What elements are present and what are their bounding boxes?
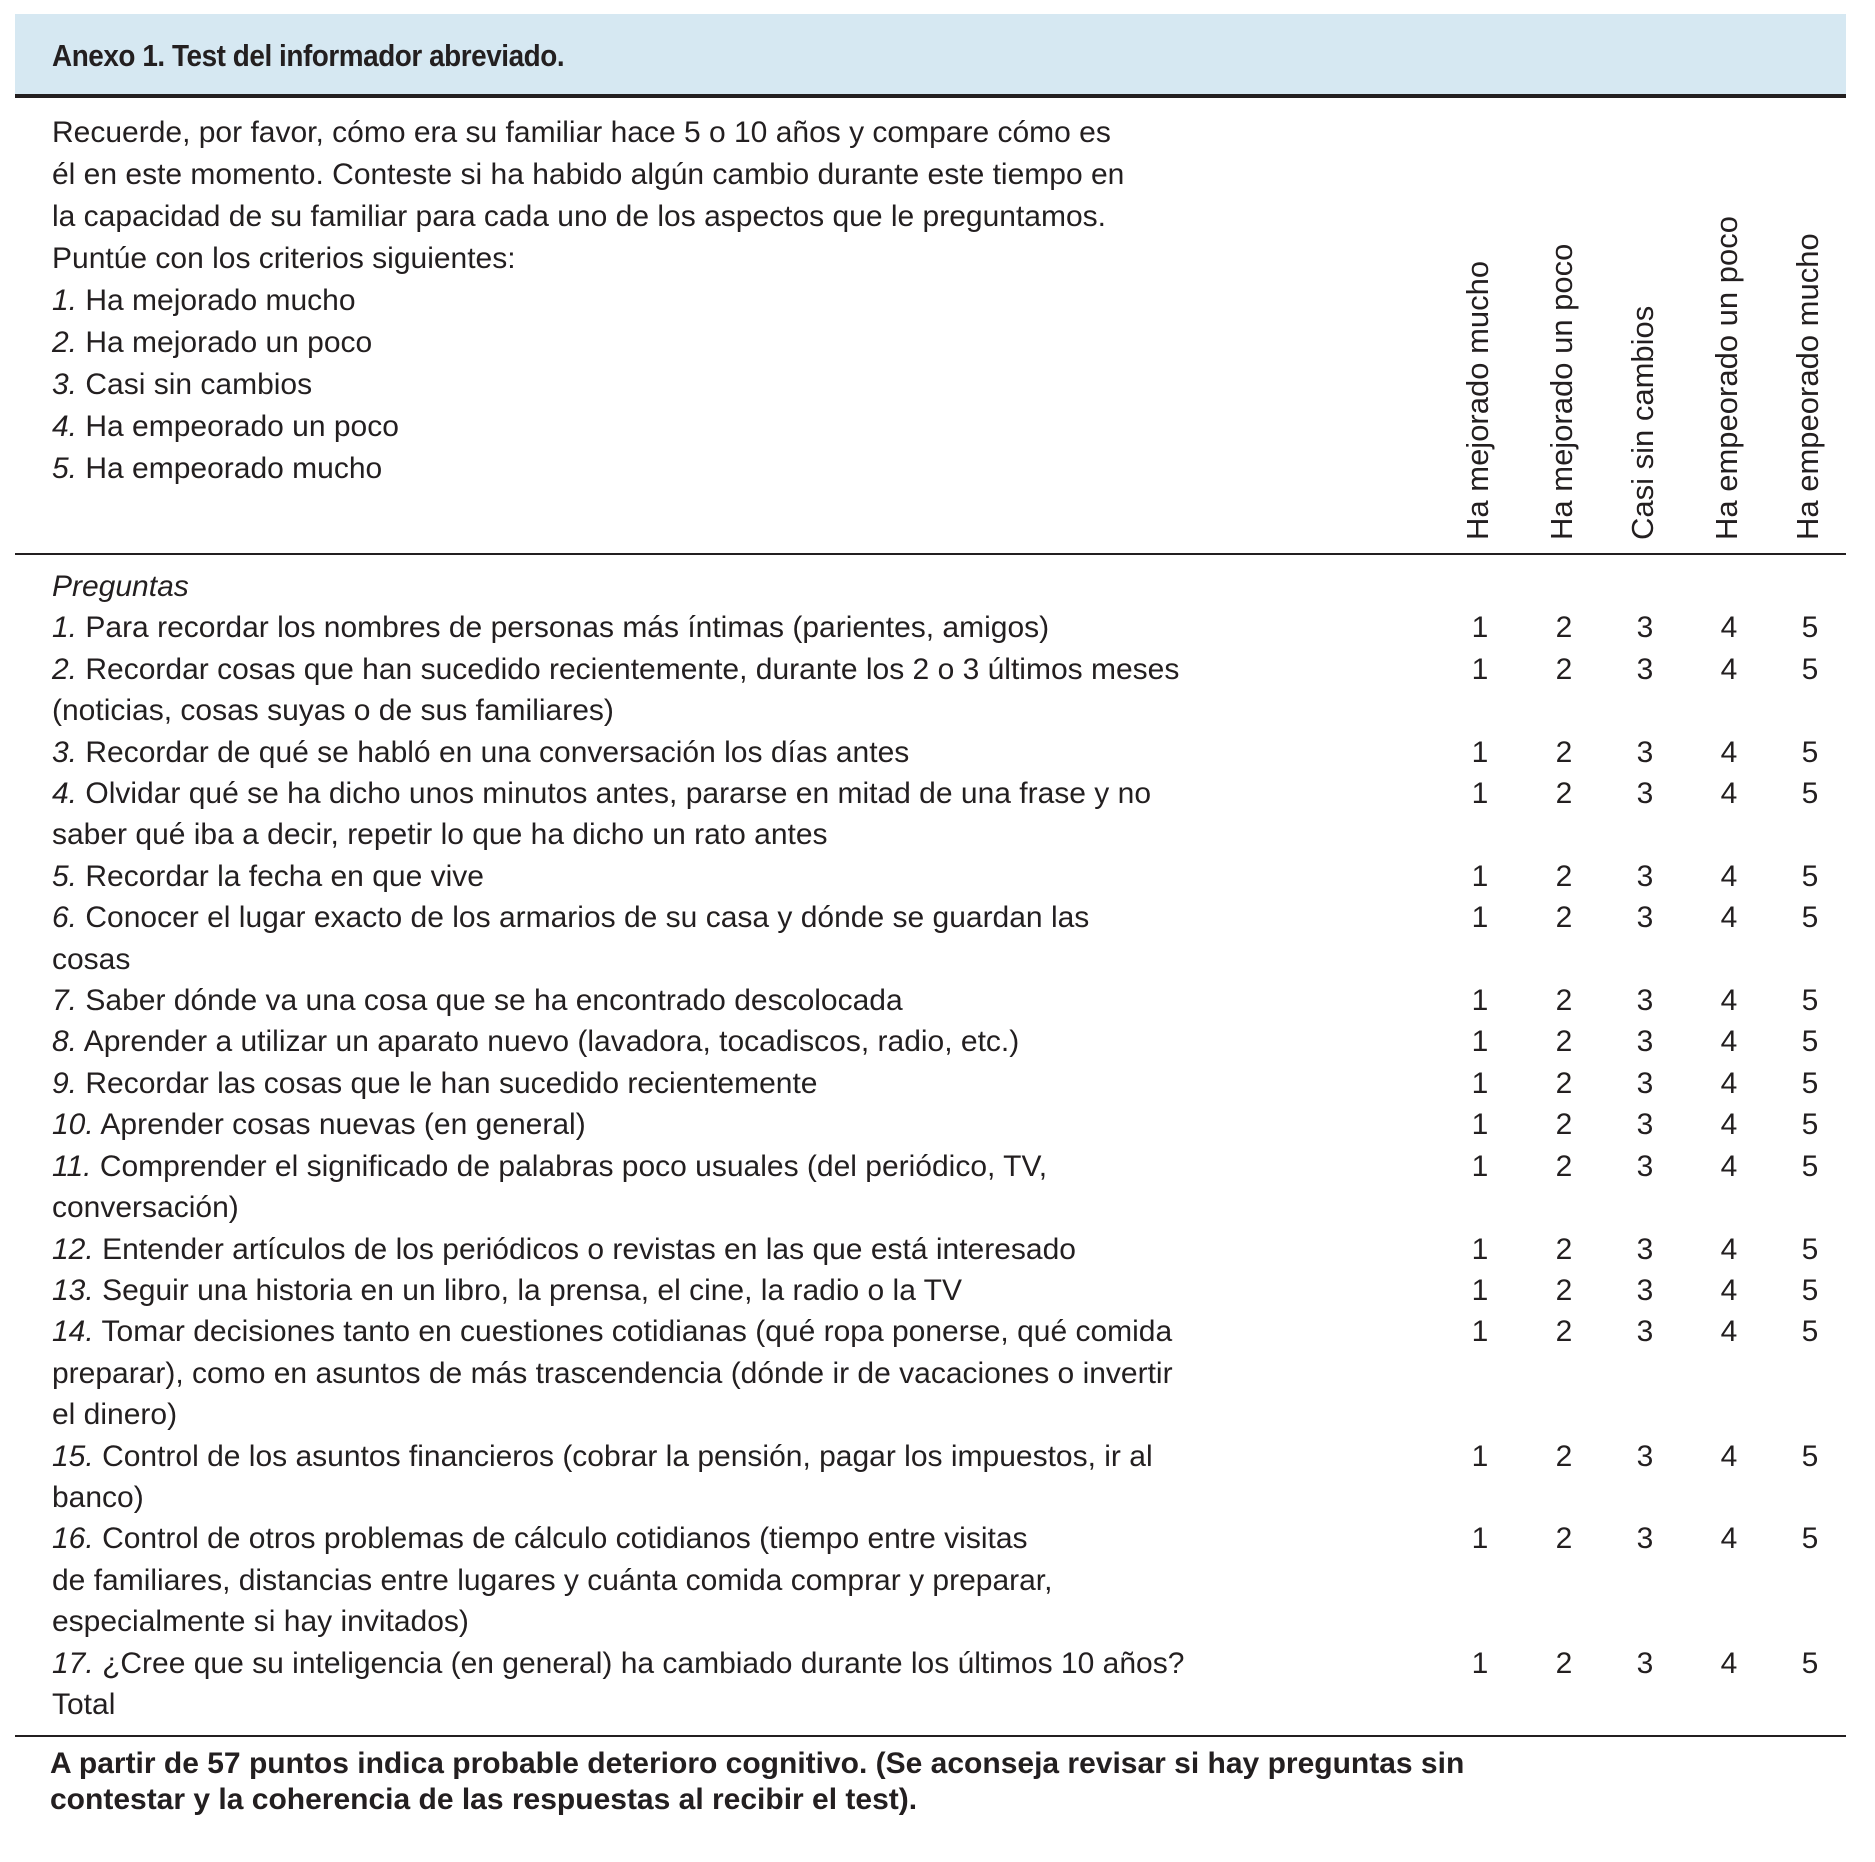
score-option-5[interactable]: 5 bbox=[1801, 1149, 1819, 1183]
criterion-2: 2. Ha mejorado un poco bbox=[52, 326, 373, 359]
score-option-3[interactable]: 3 bbox=[1636, 984, 1654, 1018]
score-option-3[interactable]: 3 bbox=[1636, 735, 1654, 769]
question-number: 16. bbox=[52, 1522, 94, 1556]
question-row bbox=[52, 980, 1862, 1021]
question-text bbox=[52, 1643, 1422, 1684]
question-text bbox=[52, 1270, 1422, 1311]
score-option-5[interactable]: 5 bbox=[1801, 611, 1819, 645]
column-header-4: Ha empeorado un poco bbox=[1709, 215, 1744, 540]
question-line: cosas bbox=[52, 942, 131, 976]
score-option-5[interactable]: 5 bbox=[1801, 1646, 1819, 1680]
question-text bbox=[52, 1021, 1422, 1062]
question-number: 13. bbox=[52, 1273, 94, 1307]
score-option-1[interactable]: 1 bbox=[1471, 1025, 1489, 1059]
question-line: 3. Recordar de qué se habló en una conversación los días antes bbox=[52, 735, 910, 769]
question-number: 9. bbox=[52, 1066, 78, 1100]
question-row bbox=[52, 607, 1862, 648]
score-option-4[interactable]: 4 bbox=[1720, 1149, 1738, 1183]
question-row bbox=[52, 732, 1862, 773]
score-options bbox=[1442, 1436, 1862, 1477]
score-options bbox=[1442, 1146, 1862, 1187]
score-option-3[interactable]: 3 bbox=[1636, 1315, 1654, 1349]
score-option-1[interactable]: 1 bbox=[1471, 1108, 1489, 1142]
criterion-1: 1. Ha mejorado mucho bbox=[52, 284, 356, 317]
score-option-5[interactable]: 5 bbox=[1801, 1232, 1819, 1266]
question-number: 8. bbox=[52, 1025, 78, 1059]
question-text bbox=[52, 1104, 1422, 1145]
score-option-5[interactable]: 5 bbox=[1801, 1025, 1819, 1059]
score-option-2[interactable]: 2 bbox=[1555, 1315, 1573, 1349]
score-option-4[interactable]: 4 bbox=[1720, 859, 1738, 893]
question-row bbox=[52, 1146, 1862, 1229]
score-option-1[interactable]: 1 bbox=[1471, 1439, 1489, 1473]
score-option-4[interactable]: 4 bbox=[1720, 984, 1738, 1018]
score-option-3[interactable]: 3 bbox=[1636, 1646, 1654, 1680]
score-option-4[interactable]: 4 bbox=[1720, 1315, 1738, 1349]
score-option-2[interactable]: 2 bbox=[1555, 1439, 1573, 1473]
question-number: 2. bbox=[52, 652, 78, 686]
score-options bbox=[1442, 607, 1862, 648]
question-line: 17. ¿Cree que su inteligencia (en general) ha cambiado durante los últimos 10 años? bbox=[52, 1646, 1185, 1680]
question-line: saber qué iba a decir, repetir lo que ha dicho un rato antes bbox=[52, 818, 828, 852]
question-text bbox=[52, 732, 1422, 773]
question-row bbox=[52, 897, 1862, 980]
instruction-line: la capacidad de su familiar para cada uno de los aspectos que le preguntamos. bbox=[52, 200, 1106, 233]
score-option-5[interactable]: 5 bbox=[1801, 652, 1819, 686]
question-text bbox=[52, 607, 1422, 648]
question-number: 5. bbox=[52, 859, 78, 893]
footer-divider bbox=[15, 1735, 1846, 1737]
score-option-2[interactable]: 2 bbox=[1555, 652, 1573, 686]
score-options bbox=[1442, 1063, 1862, 1104]
score-option-1[interactable]: 1 bbox=[1471, 777, 1489, 811]
score-option-1[interactable]: 1 bbox=[1471, 1232, 1489, 1266]
instruction-line: Recuerde, por favor, cómo era su familiar hace 5 o 10 años y compare cómo es bbox=[52, 116, 1111, 149]
score-option-4[interactable]: 4 bbox=[1720, 735, 1738, 769]
question-number: 1. bbox=[52, 611, 78, 645]
score-option-2[interactable]: 2 bbox=[1555, 1232, 1573, 1266]
score-option-3[interactable]: 3 bbox=[1636, 1066, 1654, 1100]
question-line: 10. Aprender cosas nuevas (en general) bbox=[52, 1108, 586, 1142]
score-option-5[interactable]: 5 bbox=[1801, 1108, 1819, 1142]
question-text bbox=[52, 1436, 1422, 1519]
question-text bbox=[52, 773, 1422, 856]
score-option-2[interactable]: 2 bbox=[1555, 901, 1573, 935]
score-options bbox=[1442, 1311, 1862, 1352]
score-option-4[interactable]: 4 bbox=[1720, 1025, 1738, 1059]
score-option-3[interactable]: 3 bbox=[1636, 859, 1654, 893]
score-option-2[interactable]: 2 bbox=[1555, 1108, 1573, 1142]
question-line: 16. Control de otros problemas de cálculo cotidianos (tiempo entre visitas bbox=[52, 1522, 1028, 1556]
question-text bbox=[52, 897, 1422, 980]
score-option-4[interactable]: 4 bbox=[1720, 652, 1738, 686]
question-text bbox=[52, 980, 1422, 1021]
score-option-3[interactable]: 3 bbox=[1636, 1439, 1654, 1473]
question-line: 5. Recordar la fecha en que vive bbox=[52, 859, 484, 893]
question-text bbox=[52, 1063, 1422, 1104]
question-row bbox=[52, 1518, 1862, 1642]
question-row bbox=[52, 1436, 1862, 1519]
score-option-5[interactable]: 5 bbox=[1801, 735, 1819, 769]
score-option-5[interactable]: 5 bbox=[1801, 1273, 1819, 1307]
score-option-4[interactable]: 4 bbox=[1720, 1232, 1738, 1266]
score-option-1[interactable]: 1 bbox=[1471, 1522, 1489, 1556]
instructions bbox=[52, 112, 1352, 490]
question-line: el dinero) bbox=[52, 1398, 178, 1432]
score-option-3[interactable]: 3 bbox=[1636, 1273, 1654, 1307]
score-options bbox=[1442, 856, 1862, 897]
score-option-5[interactable]: 5 bbox=[1801, 777, 1819, 811]
score-option-3[interactable]: 3 bbox=[1636, 1522, 1654, 1556]
criterion-5: 5. Ha empeorado mucho bbox=[52, 452, 383, 485]
question-row bbox=[52, 856, 1862, 897]
score-option-2[interactable]: 2 bbox=[1555, 735, 1573, 769]
question-line: 13. Seguir una historia en un libro, la prensa, el cine, la radio o la TV bbox=[52, 1273, 963, 1307]
question-number: 6. bbox=[52, 901, 78, 935]
score-option-2[interactable]: 2 bbox=[1555, 984, 1573, 1018]
column-headers bbox=[1440, 110, 1860, 540]
score-option-1[interactable]: 1 bbox=[1471, 1066, 1489, 1100]
score-option-1[interactable]: 1 bbox=[1471, 859, 1489, 893]
question-row bbox=[52, 1104, 1862, 1145]
score-option-3[interactable]: 3 bbox=[1636, 1232, 1654, 1266]
columns-divider bbox=[15, 553, 1846, 555]
score-option-1[interactable]: 1 bbox=[1471, 901, 1489, 935]
score-option-5[interactable]: 5 bbox=[1801, 984, 1819, 1018]
column-header-1: Ha mejorado mucho bbox=[1460, 260, 1495, 540]
question-line: 8. Aprender a utilizar un aparato nuevo (lavadora, tocadiscos, radio, etc.) bbox=[52, 1025, 1020, 1059]
score-option-5[interactable]: 5 bbox=[1801, 859, 1819, 893]
question-line: banco) bbox=[52, 1480, 144, 1514]
question-number: 12. bbox=[52, 1232, 94, 1266]
question-number: 17. bbox=[52, 1646, 94, 1680]
question-line: de familiares, distancias entre lugares y cuánta comida comprar y preparar, bbox=[52, 1563, 1053, 1597]
question-text bbox=[52, 1518, 1422, 1642]
question-line: 4. Olvidar qué se ha dicho unos minutos antes, pararse en mitad de una frase y no bbox=[52, 777, 1152, 811]
question-line: (noticias, cosas suyas o de sus familiares) bbox=[52, 694, 614, 728]
criterion-3: 3. Casi sin cambios bbox=[52, 368, 313, 401]
score-option-5[interactable]: 5 bbox=[1801, 1315, 1819, 1349]
footer-note bbox=[50, 1746, 1830, 1818]
question-row bbox=[52, 773, 1862, 856]
score-options bbox=[1442, 1021, 1862, 1062]
question-row bbox=[52, 1311, 1862, 1435]
question-line: preparar), como en asuntos de más trascendencia (dónde ir de vacaciones o invertir bbox=[52, 1356, 1173, 1390]
score-options bbox=[1442, 732, 1862, 773]
column-header-5: Ha empeorado mucho bbox=[1790, 233, 1825, 540]
score-option-3[interactable]: 3 bbox=[1636, 901, 1654, 935]
instruction-line: Puntúe con los criterios siguientes: bbox=[52, 242, 516, 275]
question-line: 12. Entender artículos de los periódicos o revistas en las que está interesado bbox=[52, 1232, 1076, 1266]
score-option-2[interactable]: 2 bbox=[1555, 1149, 1573, 1183]
question-row bbox=[52, 1063, 1862, 1104]
score-option-1[interactable]: 1 bbox=[1471, 1149, 1489, 1183]
question-line: especialmente si hay invitados) bbox=[52, 1605, 469, 1639]
questions-list bbox=[52, 566, 1862, 1725]
question-line: 2. Recordar cosas que han sucedido recientemente, durante los 2 o 3 últimos meses bbox=[52, 652, 1180, 686]
score-option-2[interactable]: 2 bbox=[1555, 1522, 1573, 1556]
question-number: 3. bbox=[52, 735, 78, 769]
annex-title-band bbox=[15, 14, 1846, 96]
score-options bbox=[1442, 1104, 1862, 1145]
score-options bbox=[1442, 1518, 1862, 1559]
question-line: 9. Recordar las cosas que le han sucedido recientemente bbox=[52, 1066, 818, 1100]
score-option-3[interactable]: 3 bbox=[1636, 777, 1654, 811]
question-line: conversación) bbox=[52, 1191, 239, 1225]
total-label: Total bbox=[52, 1687, 116, 1721]
score-option-1[interactable]: 1 bbox=[1471, 611, 1489, 645]
question-text bbox=[52, 1311, 1422, 1435]
score-options bbox=[1442, 1270, 1862, 1311]
score-option-2[interactable]: 2 bbox=[1555, 859, 1573, 893]
question-row bbox=[52, 1021, 1862, 1062]
score-option-3[interactable]: 3 bbox=[1636, 1108, 1654, 1142]
score-option-4[interactable]: 4 bbox=[1720, 1439, 1738, 1473]
question-line: 14. Tomar decisiones tanto en cuestiones cotidianas (qué ropa ponerse, qué comida bbox=[52, 1315, 1173, 1349]
score-option-1[interactable]: 1 bbox=[1471, 735, 1489, 769]
question-number: 4. bbox=[52, 777, 78, 811]
question-text bbox=[52, 1146, 1422, 1229]
score-options bbox=[1442, 649, 1862, 690]
question-line: 6. Conocer el lugar exacto de los armarios de su casa y dónde se guardan las bbox=[52, 901, 1090, 935]
footer-line: A partir de 57 puntos indica probable deterioro cognitivo. (Se aconseja revisar si hay preguntas sin bbox=[50, 1747, 1465, 1780]
score-option-5[interactable]: 5 bbox=[1801, 1439, 1819, 1473]
score-option-2[interactable]: 2 bbox=[1555, 1646, 1573, 1680]
score-option-4[interactable]: 4 bbox=[1720, 1066, 1738, 1100]
question-line: 15. Control de los asuntos financieros (cobrar la pensión, pagar los impuestos, ir al bbox=[52, 1439, 1153, 1473]
score-option-4[interactable]: 4 bbox=[1720, 1646, 1738, 1680]
question-line: 1. Para recordar los nombres de personas más íntimas (parientes, amigos) bbox=[52, 611, 1050, 645]
header-divider bbox=[15, 96, 1846, 98]
question-number: 10. bbox=[52, 1108, 94, 1142]
score-option-2[interactable]: 2 bbox=[1555, 777, 1573, 811]
score-options bbox=[1442, 1643, 1862, 1684]
question-row bbox=[52, 1270, 1862, 1311]
score-option-1[interactable]: 1 bbox=[1471, 652, 1489, 686]
score-option-5[interactable]: 5 bbox=[1801, 1522, 1819, 1556]
score-option-4[interactable]: 4 bbox=[1720, 1108, 1738, 1142]
question-line: 11. Comprender el significado de palabras poco usuales (del periódico, TV, bbox=[52, 1149, 1048, 1183]
score-option-4[interactable]: 4 bbox=[1720, 777, 1738, 811]
score-options bbox=[1442, 1229, 1862, 1270]
question-text bbox=[52, 649, 1422, 732]
score-option-2[interactable]: 2 bbox=[1555, 611, 1573, 645]
score-option-1[interactable]: 1 bbox=[1471, 1646, 1489, 1680]
question-row bbox=[52, 1229, 1862, 1270]
score-option-4[interactable]: 4 bbox=[1720, 611, 1738, 645]
score-option-2[interactable]: 2 bbox=[1555, 1066, 1573, 1100]
question-number: 11. bbox=[52, 1149, 92, 1183]
questions-heading: Preguntas bbox=[52, 570, 189, 603]
criterion-4: 4. Ha empeorado un poco bbox=[52, 410, 399, 443]
score-options bbox=[1442, 980, 1862, 1021]
question-row bbox=[52, 649, 1862, 732]
annex-title: Anexo 1. Test del informador abreviado. bbox=[52, 38, 565, 73]
score-option-2[interactable]: 2 bbox=[1555, 1273, 1573, 1307]
instruction-line: él en este momento. Conteste si ha habido algún cambio durante este tiempo en bbox=[52, 158, 1125, 191]
score-option-3[interactable]: 3 bbox=[1636, 652, 1654, 686]
score-option-1[interactable]: 1 bbox=[1471, 1315, 1489, 1349]
score-option-5[interactable]: 5 bbox=[1801, 901, 1819, 935]
question-text bbox=[52, 1229, 1422, 1270]
score-option-1[interactable]: 1 bbox=[1471, 1273, 1489, 1307]
score-option-5[interactable]: 5 bbox=[1801, 1066, 1819, 1100]
question-number: 15. bbox=[52, 1439, 94, 1473]
question-line: 7. Saber dónde va una cosa que se ha encontrado descolocada bbox=[52, 984, 903, 1018]
score-option-4[interactable]: 4 bbox=[1720, 1273, 1738, 1307]
question-number: 7. bbox=[52, 984, 78, 1018]
score-option-3[interactable]: 3 bbox=[1636, 611, 1654, 645]
score-option-3[interactable]: 3 bbox=[1636, 1149, 1654, 1183]
column-header-2: Ha mejorado un poco bbox=[1544, 243, 1579, 540]
column-header-3: Casi sin cambios bbox=[1625, 305, 1660, 540]
footer-line: contestar y la coherencia de las respuestas al recibir el test). bbox=[50, 1783, 918, 1816]
score-option-4[interactable]: 4 bbox=[1720, 1522, 1738, 1556]
question-row bbox=[52, 1643, 1862, 1684]
score-options bbox=[1442, 897, 1862, 938]
score-option-2[interactable]: 2 bbox=[1555, 1025, 1573, 1059]
question-number: 14. bbox=[52, 1315, 94, 1349]
score-options bbox=[1442, 773, 1862, 814]
score-option-3[interactable]: 3 bbox=[1636, 1025, 1654, 1059]
question-text bbox=[52, 856, 1422, 897]
score-option-1[interactable]: 1 bbox=[1471, 984, 1489, 1018]
score-option-4[interactable]: 4 bbox=[1720, 901, 1738, 935]
